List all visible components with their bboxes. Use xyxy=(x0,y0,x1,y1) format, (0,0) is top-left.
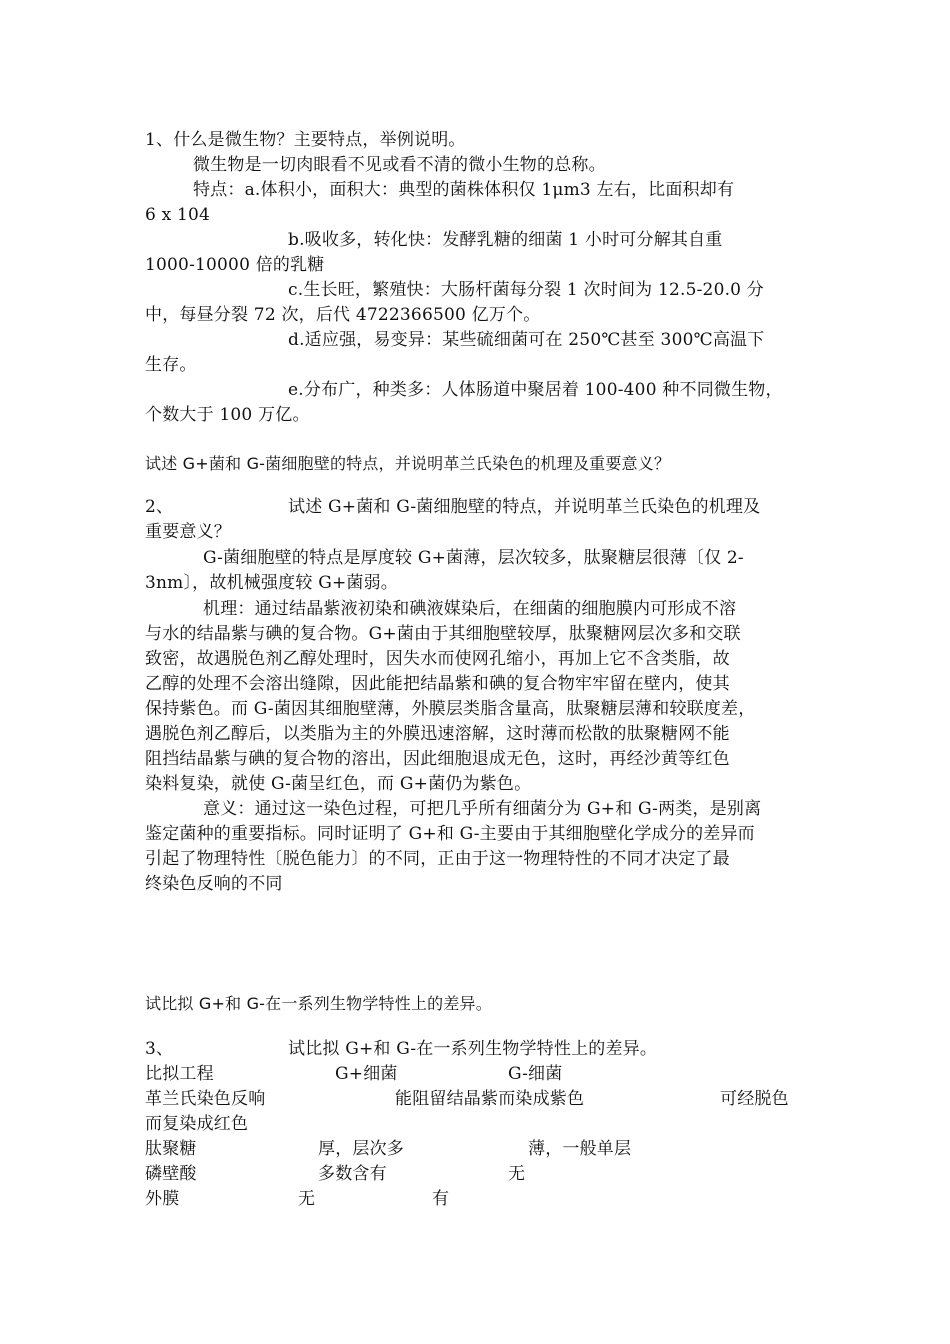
table-peptidoglycan-label: 肽聚糖 xyxy=(145,1139,197,1159)
q2-mechanism-line: 与水的结晶紫与碘的复合物。G+菌由于其细胞壁较厚，肽聚糖网层次多和交联 xyxy=(145,624,741,644)
table-peptidoglycan-gneg: 薄，一般单层 xyxy=(528,1139,632,1159)
table-peptidoglycan-gpos: 厚，层次多 xyxy=(318,1139,404,1159)
q2-significance-line: 终染色反响的不同 xyxy=(145,874,283,894)
q1-feature-d-line2: 生存。 xyxy=(145,355,197,375)
table-header-item: 比拟工程 xyxy=(145,1064,214,1084)
q2-title-line1: 试述 G+菌和 G-菌细胞壁的特点，并说明革兰氏染色的机理及 xyxy=(288,497,761,517)
q2-mechanism-line: 乙醇的处理不会溶出缝隙，因此能把结晶紫和碘的复合物牢牢留在壁内，使其 xyxy=(145,674,730,694)
q2-mechanism-line: 致密，故遇脱色剂乙醇处理时，因失水而使网孔缩小，再加上它不含类脂，故 xyxy=(145,649,730,669)
table-teichoic-label: 磷壁酸 xyxy=(145,1164,197,1184)
table-gram-gpos: 能阻留结晶紫而染成紫色 xyxy=(395,1089,585,1109)
q1-feature-d-line1: d.适应强，易变异：某些硫细菌可在 250℃甚至 300℃高温下 xyxy=(288,330,765,350)
q2-mechanism-line: 保持紫色。而 G-菌因其细胞壁薄，外膜层类脂含量高，肽聚糖层薄和较联度差， xyxy=(145,699,756,719)
table-gram-gneg-line1: 可经脱色 xyxy=(720,1089,789,1109)
q1-feature-c-line2: 中，每昼分裂 72 次，后代 4722366500 亿万个。 xyxy=(145,305,541,325)
table-outer-membrane-gneg: 有 xyxy=(432,1189,450,1209)
q2-heading: 试述 G+菌和 G-菌细胞壁的特点，并说明革兰氏染色的机理及重要意义？ xyxy=(145,454,671,473)
q1-feature-c-line1: c.生长旺，繁殖快：大肠杆菌每分裂 1 次时间为 12.5-20.0 分 xyxy=(288,280,765,300)
table-outer-membrane-gpos: 无 xyxy=(298,1189,316,1209)
q1-feature-b-line1: b.吸收多，转化快：发酵乳糖的细菌 1 小时可分解其自重 xyxy=(288,230,723,250)
q1-feature-b-line2: 1000-10000 倍的乳糖 xyxy=(145,255,325,275)
q3-number: 3、 xyxy=(145,1039,174,1059)
q2-significance-line: 意义：通过这一染色过程，可把几乎所有细菌分为 G+和 G-两类，是别离 xyxy=(203,799,762,819)
q3-heading: 试比拟 G+和 G-在一系列生物学特性上的差异。 xyxy=(145,994,492,1013)
q2-significance-line: 鉴定菌种的重要指标。同时证明了 G+和 G-主要由于其细胞壁化学成分的差异而 xyxy=(145,824,755,844)
table-teichoic-gneg: 无 xyxy=(508,1164,526,1184)
q2-number: 2、 xyxy=(145,497,174,517)
q2-title-line2: 重要意义？ xyxy=(145,522,231,542)
table-header-gpos: G+细菌 xyxy=(335,1064,398,1084)
q1-definition: 微生物是一切肉眼看不见或看不清的微小生物的总称。 xyxy=(193,155,606,175)
q2-mechanism-line: 染料复染，就使 G-菌呈红色，而 G+菌仍为紫色。 xyxy=(145,774,532,794)
q2-significance-line: 引起了物理特性〔脱色能力〕的不同，正由于这一物理特性的不同才决定了最 xyxy=(145,849,730,869)
table-outer-membrane-label: 外膜 xyxy=(145,1189,180,1209)
q2-feature-line2: 3nm〕，故机械强度较 G+菌弱。 xyxy=(145,573,399,593)
q1-feature-e-line1: e.分布广，种类多：人体肠道中聚居着 100-400 种不同微生物， xyxy=(288,380,783,400)
q2-feature-line1: G-菌细胞壁的特点是厚度较 G+菌薄，层次较多，肽聚糖层很薄〔仅 2- xyxy=(203,548,744,568)
q1-feature-a-line2: 6 x 104 xyxy=(145,205,211,225)
q1-feature-a-line1: 特点：a.体积小，面积大：典型的菌株体积仅 1μm3 左右，比面积却有 xyxy=(193,180,735,200)
table-teichoic-gpos: 多数含有 xyxy=(318,1164,387,1184)
q1-feature-e-line2: 个数大于 100 万亿。 xyxy=(145,405,310,425)
q3-title: 试比拟 G+和 G-在一系列生物学特性上的差异。 xyxy=(288,1039,658,1059)
q2-mechanism-line: 机理：通过结晶紫液初染和碘液媒染后，在细菌的细胞膜内可形成不溶 xyxy=(203,599,737,619)
q2-mechanism-line: 阻挡结晶紫与碘的复合物的溶出，因此细胞退成无色，这时，再经沙黄等红色 xyxy=(145,749,730,769)
q1-title: 1、什么是微生物？主要特点，举例说明。 xyxy=(145,130,466,150)
q2-mechanism-line: 遇脱色剂乙醇后，以类脂为主的外膜迅速溶解，这时薄而松散的肽聚糖网不能 xyxy=(145,724,730,744)
table-gram-gneg-line2: 而复染成红色 xyxy=(145,1114,249,1134)
table-header-gneg: G-细菌 xyxy=(508,1064,563,1084)
table-gram-label: 革兰氏染色反响 xyxy=(145,1089,266,1109)
